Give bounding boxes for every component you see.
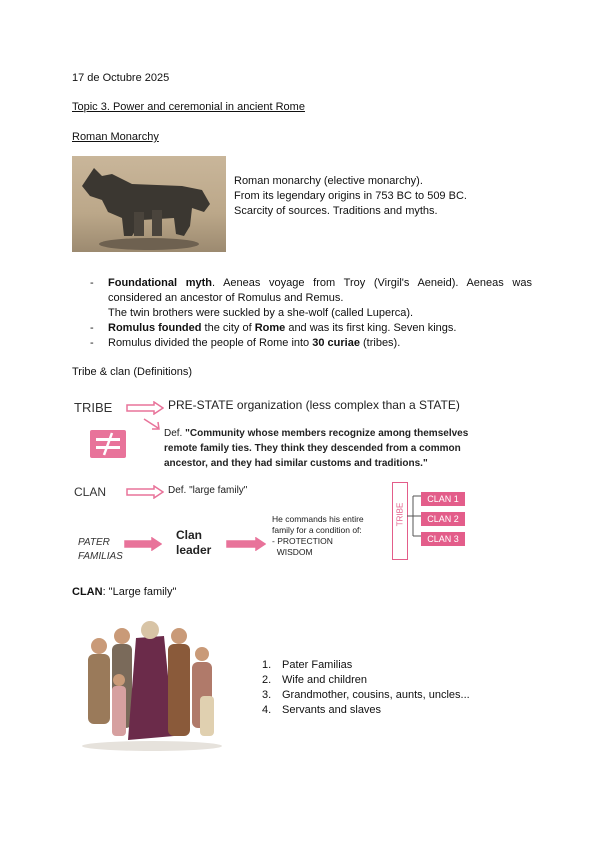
prestate-text: PRE-STATE organization (less complex than a STATE) xyxy=(168,398,460,412)
tribe-definition xyxy=(164,426,468,471)
clan-box: CLAN 2 xyxy=(421,512,465,526)
commands-line: WISDOM xyxy=(272,547,313,557)
list-text: Pater Familias xyxy=(282,659,353,671)
list-number: 2. xyxy=(262,674,272,686)
def-text: remote family ties. They think they descended from a common xyxy=(164,443,461,454)
list-text: Wife and children xyxy=(282,674,367,686)
commands-line: He commands his entire xyxy=(272,514,364,524)
bullet-item xyxy=(72,321,532,336)
list-number: 3. xyxy=(262,689,272,701)
clan-label: CLAN xyxy=(74,485,107,499)
tribe-heading: Tribe & clan (Definitions) xyxy=(72,366,193,378)
list-number: 4. xyxy=(262,704,272,716)
monarchy-text xyxy=(234,174,467,219)
topic-title: Topic 3. Power and ceremonial in ancient Rome xyxy=(72,101,305,113)
bullet-item xyxy=(72,336,532,351)
def-text: ancestor, and they had similar customs and traditions." xyxy=(164,458,428,469)
tribe-box-label: TRIBE xyxy=(395,502,405,527)
clan-line xyxy=(72,586,176,598)
bullet-text: (tribes). xyxy=(359,337,401,349)
tribe-clan-diagram xyxy=(72,392,512,572)
arrow-icon xyxy=(126,485,164,499)
bullet-text: the city of xyxy=(201,322,255,334)
commands-text xyxy=(272,514,364,558)
clan-rest: : "Large family" xyxy=(102,586,177,598)
arrow-icon xyxy=(226,537,266,551)
def-prefix: Def. xyxy=(164,428,183,439)
pater-label xyxy=(78,536,123,564)
bracket-lines xyxy=(407,488,421,548)
list-number: 1. xyxy=(262,659,272,671)
list-item xyxy=(262,703,470,718)
arrow-icon xyxy=(126,401,164,415)
bullet-bold: Romulus founded xyxy=(108,322,202,334)
bullet-bold: 30 curiae xyxy=(312,337,360,349)
leader-line: Clan xyxy=(176,528,203,542)
roman-family-image xyxy=(78,616,226,752)
clan-box: CLAN 1 xyxy=(421,492,465,506)
list-text: Servants and slaves xyxy=(282,704,382,716)
commands-line: - PROTECTION xyxy=(272,536,333,546)
bullet-text: Romulus divided the people of Rome into xyxy=(108,337,313,349)
clan-bold: CLAN xyxy=(72,586,103,598)
not-equal-icon xyxy=(90,430,126,458)
clan-definition: Def. "large family" xyxy=(168,485,248,496)
clan-leader-label xyxy=(176,528,211,558)
bullet-text: and was its first king. Seven kings. xyxy=(285,322,457,334)
she-wolf-image xyxy=(72,156,226,252)
def-text: "Community whose members recognize among themselves xyxy=(185,428,469,439)
monarchy-line: From its legendary origins in 753 BC to 509 BC. xyxy=(234,190,467,202)
monarchy-line: Roman monarchy (elective monarchy). xyxy=(234,175,423,187)
section-title: Roman Monarchy xyxy=(72,131,159,143)
family-list xyxy=(262,658,470,718)
bullet-item xyxy=(72,276,532,321)
commands-line: family for a condition of: xyxy=(272,525,362,535)
bullet-bold: Foundational myth xyxy=(108,277,212,289)
pater-line: PATER xyxy=(78,537,110,548)
monarchy-line: Scarcity of sources. Traditions and myths. xyxy=(234,205,438,217)
clan-box: CLAN 3 xyxy=(421,532,465,546)
list-text: Grandmother, cousins, aunts, uncles... xyxy=(282,689,470,701)
tribe-label: TRIBE xyxy=(74,400,113,415)
pater-line: FAMILIAS xyxy=(78,551,123,562)
date: 17 de Octubre 2025 xyxy=(72,72,170,84)
list-item xyxy=(262,658,470,673)
leader-line: leader xyxy=(176,543,212,557)
arrow-icon xyxy=(124,537,162,551)
bullet-text: . Aeneas voyage from Troy (Virgil's Aeneid). Aeneas was considered an ancestor of Romulus and Remus. xyxy=(108,277,532,304)
arrow-icon xyxy=(142,418,162,432)
list-item xyxy=(262,688,470,703)
myth-bullets xyxy=(72,276,532,351)
bullet-text: The twin brothers were suckled by a she-wolf (called Luperca). xyxy=(108,307,414,319)
list-item xyxy=(262,673,470,688)
bullet-bold: Rome xyxy=(254,322,286,334)
